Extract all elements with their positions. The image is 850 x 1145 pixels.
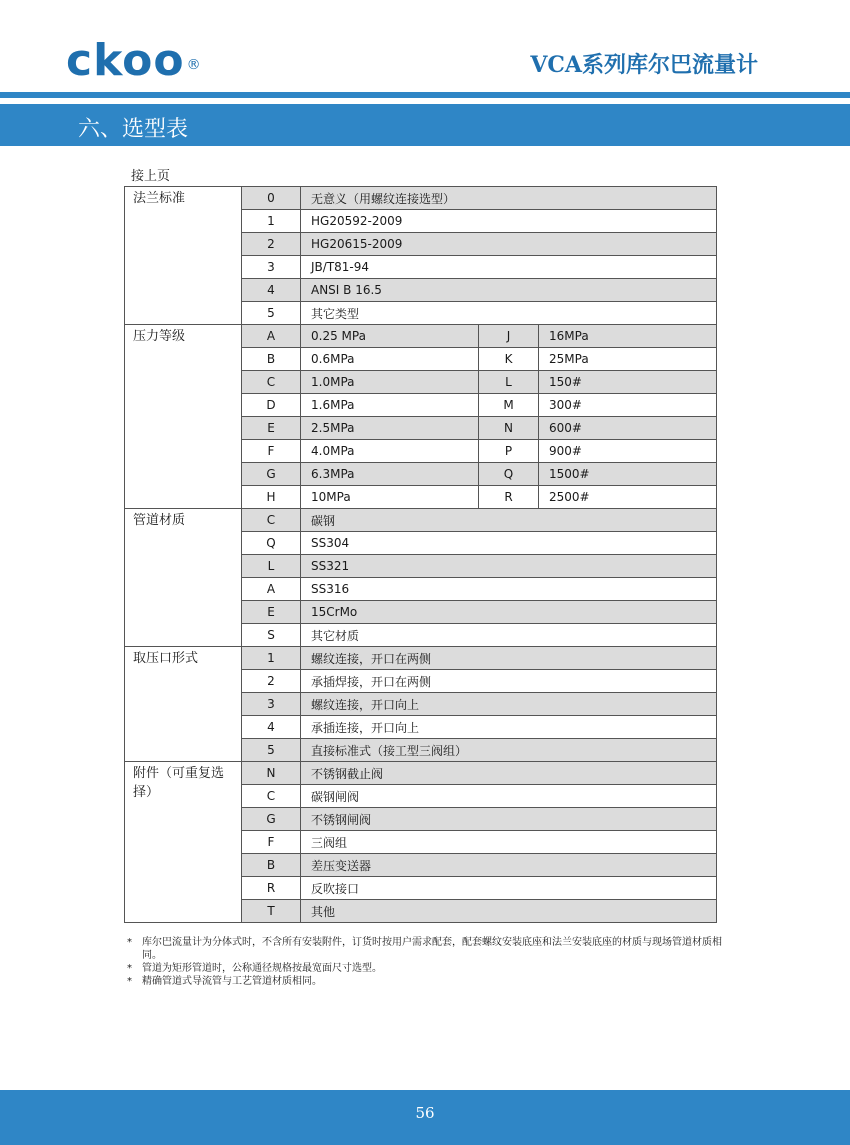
value-cell: JB/T81-94 <box>301 256 717 279</box>
code-cell: 0 <box>242 187 301 210</box>
selection-table-body <box>125 187 717 923</box>
value-cell: 16MPa <box>539 325 717 348</box>
document-title: VCA系列库尔巴流量计 <box>530 52 758 78</box>
value-cell: 150# <box>539 371 717 394</box>
code-cell: 4 <box>242 279 301 302</box>
value-cell: 0.25 MPa <box>301 325 479 348</box>
code-cell: R <box>479 486 539 509</box>
code-cell: 3 <box>242 693 301 716</box>
table-row <box>125 325 717 348</box>
value-cell: 反吹接口 <box>301 877 717 900</box>
value-cell: 碳钢闸阀 <box>301 785 717 808</box>
code-cell: A <box>242 578 301 601</box>
brand-logo <box>66 36 202 86</box>
code-cell: C <box>242 371 301 394</box>
category-cell: 管道材质 <box>125 509 242 647</box>
code-cell: 3 <box>242 256 301 279</box>
code-cell: 1 <box>242 210 301 233</box>
logo-text: ckoo <box>66 35 185 86</box>
value-cell: 900# <box>539 440 717 463</box>
code-cell: C <box>242 785 301 808</box>
value-cell: 4.0MPa <box>301 440 479 463</box>
code-cell: 1 <box>242 647 301 670</box>
code-cell: S <box>242 624 301 647</box>
value-cell: 螺纹连接，开口在两侧 <box>301 647 717 670</box>
value-cell: 25MPa <box>539 348 717 371</box>
table-row <box>125 647 717 670</box>
code-cell: N <box>479 417 539 440</box>
value-cell: 15CrMo <box>301 601 717 624</box>
section-title: 六、选型表 <box>78 117 189 142</box>
code-cell: G <box>242 463 301 486</box>
value-cell: 1.0MPa <box>301 371 479 394</box>
code-cell: E <box>242 601 301 624</box>
value-cell: 承插焊接，开口在两侧 <box>301 670 717 693</box>
value-cell: 不锈钢截止阀 <box>301 762 717 785</box>
note-item <box>127 936 727 962</box>
code-cell: G <box>242 808 301 831</box>
code-cell: H <box>242 486 301 509</box>
value-cell: 1500# <box>539 463 717 486</box>
code-cell: P <box>479 440 539 463</box>
value-cell: ANSI B 16.5 <box>301 279 717 302</box>
code-cell: Q <box>479 463 539 486</box>
note-marker: * <box>127 963 132 974</box>
notes <box>127 936 727 988</box>
code-cell: T <box>242 900 301 923</box>
code-cell: 2 <box>242 670 301 693</box>
code-cell: Q <box>242 532 301 555</box>
code-cell: N <box>242 762 301 785</box>
code-cell: B <box>242 854 301 877</box>
code-cell: F <box>242 440 301 463</box>
value-cell: SS316 <box>301 578 717 601</box>
category-cell: 压力等级 <box>125 325 242 509</box>
code-cell: 5 <box>242 302 301 325</box>
value-cell: 其他 <box>301 900 717 923</box>
value-cell: SS321 <box>301 555 717 578</box>
continued-label: 接上页 <box>131 169 171 184</box>
value-cell: SS304 <box>301 532 717 555</box>
value-cell: 10MPa <box>301 486 479 509</box>
code-cell: D <box>242 394 301 417</box>
value-cell: 无意义（用螺纹连接选型） <box>301 187 717 210</box>
value-cell: HG20615-2009 <box>301 233 717 256</box>
code-cell: M <box>479 394 539 417</box>
code-cell: L <box>479 371 539 394</box>
registered-mark: ® <box>186 57 202 73</box>
value-cell: 2.5MPa <box>301 417 479 440</box>
note-text: 精确管道式导流管与工艺管道材质相同。 <box>142 976 322 987</box>
value-cell: 三阀组 <box>301 831 717 854</box>
category-cell: 取压口形式 <box>125 647 242 762</box>
table-row <box>125 762 717 785</box>
table-row <box>125 509 717 532</box>
value-cell: 不锈钢闸阀 <box>301 808 717 831</box>
code-cell: 5 <box>242 739 301 762</box>
table-row <box>125 187 717 210</box>
value-cell: HG20592-2009 <box>301 210 717 233</box>
note-text: 库尔巴流量计为分体式时，不含所有安装附件，订货时按用户需求配套，配套螺纹安装底座和法兰安装底座的材质与现场管道材质相同。 <box>142 937 722 961</box>
code-cell: K <box>479 348 539 371</box>
header-rule <box>0 92 850 98</box>
value-cell: 螺纹连接，开口向上 <box>301 693 717 716</box>
code-cell: L <box>242 555 301 578</box>
code-cell: 2 <box>242 233 301 256</box>
note-item <box>127 975 727 988</box>
code-cell: 4 <box>242 716 301 739</box>
code-cell: B <box>242 348 301 371</box>
value-cell: 300# <box>539 394 717 417</box>
code-cell: E <box>242 417 301 440</box>
value-cell: 差压变送器 <box>301 854 717 877</box>
note-text: 管道为矩形管道时，公称通径规格按最宽面尺寸选型。 <box>142 963 382 974</box>
value-cell: 0.6MPa <box>301 348 479 371</box>
value-cell: 碳钢 <box>301 509 717 532</box>
category-cell: 法兰标准 <box>125 187 242 325</box>
note-marker: * <box>127 976 132 987</box>
value-cell: 2500# <box>539 486 717 509</box>
value-cell: 6.3MPa <box>301 463 479 486</box>
value-cell: 1.6MPa <box>301 394 479 417</box>
value-cell: 600# <box>539 417 717 440</box>
value-cell: 其它材质 <box>301 624 717 647</box>
value-cell: 承插连接，开口向上 <box>301 716 717 739</box>
code-cell: R <box>242 877 301 900</box>
code-cell: C <box>242 509 301 532</box>
selection-table <box>124 186 717 923</box>
value-cell: 其它类型 <box>301 302 717 325</box>
note-item <box>127 962 727 975</box>
category-cell: 附件（可重复选择） <box>125 762 242 923</box>
note-marker: * <box>127 937 132 948</box>
code-cell: F <box>242 831 301 854</box>
page-number: 56 <box>415 1104 435 1122</box>
value-cell: 直接标准式（接工型三阀组） <box>301 739 717 762</box>
code-cell: A <box>242 325 301 348</box>
code-cell: J <box>479 325 539 348</box>
